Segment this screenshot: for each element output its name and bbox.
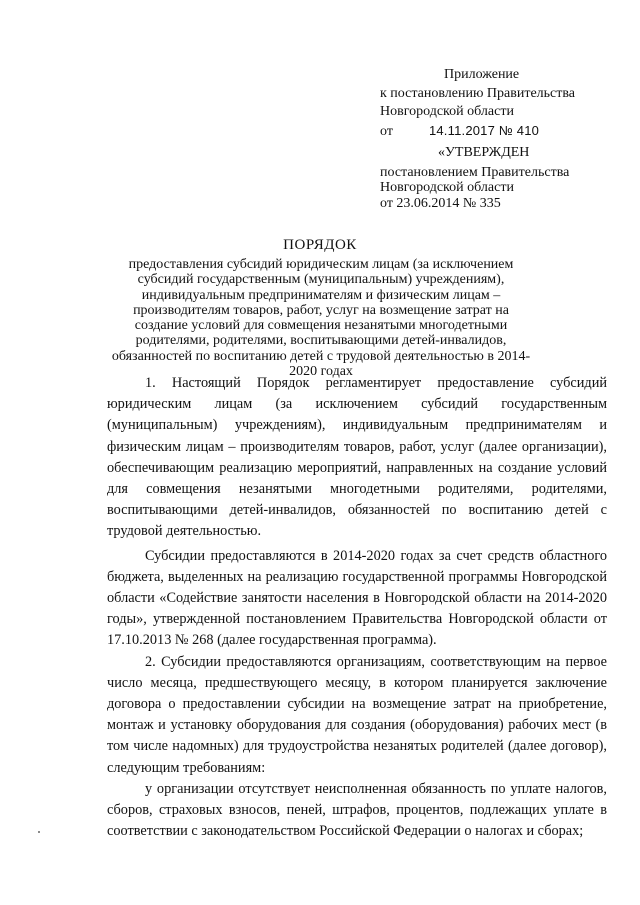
annex-block <box>380 66 575 141</box>
paragraph: Субсидии предоставляются в 2014-2020 годах за счет средств областного бюджета, выделенных на реализацию государственной программы Новгородской области «Содействие занятости населения в Новгородской области на 2014-2020 годы», утвержденной постановлением Правительства Новгородской области от 17.10.2013 № 268 (далее государственная программа). <box>107 547 607 649</box>
annex-date-number: 14.11.2017 № 410 <box>428 122 540 138</box>
paragraph: 1. Настоящий Порядок регламентирует предоставление субсидий юридическим лицам (за исключением субсидий государственным (муниципальным) учреждениям), индивидуальным предпринимателям и физическим лицам – производителям товаров, работ, услуг (далее организации), обеспечивающим реализацию мероприятий, направленных на создание условий для совмещения незанятыми многодетными родителями, родителями, воспитывающими детей-инвалидов, обязанностей по воспитанию детей с трудовой деятельностью. <box>107 375 607 540</box>
approved-line-2: Новгородской области <box>380 180 514 195</box>
approved-heading: «УТВЕРЖДЕН <box>438 145 530 160</box>
document-title: ПОРЯДОК <box>283 237 357 253</box>
annex-date-prefix: от <box>380 123 393 139</box>
paragraph: у организации отсутствует неисполненная обязанность по уплате налогов, сборов, страховых взносов, пеней, штрафов, процентов, подлежащих уплате в соответствии с законодательством Российской Федерации о налогах и сборах; <box>107 780 607 840</box>
annex-title: Приложение <box>444 67 520 82</box>
annex-region: Новгородской области <box>380 104 514 119</box>
approved-line-3: от 23.06.2014 № 335 <box>380 195 501 211</box>
annex-date-line <box>380 122 575 142</box>
scan-speck <box>38 831 40 833</box>
document-body <box>107 373 607 842</box>
paragraph: 2. Субсидии предоставляются организациям, соответствующим на первое число месяца, предшествующего месяцу, в котором планируется заключение договора о предоставлении субсидии на возмещение затрат на приобретение, монтаж и установку оборудования для создания (оборудования) рабочих мест (в том числе надомных) для трудоустройства незанятых родителей (далее договор), следующим требованиям: <box>107 653 607 776</box>
approved-block <box>380 145 569 211</box>
approved-line-1: постановлением Правительства <box>380 164 570 180</box>
annex-reference: к постановлению Правительства <box>380 85 576 101</box>
document-subtitle: предоставления субсидий юридическим лицам (за исключением субсидий государственным (муниципальным) учреждениям), индивидуальным предпринимателям и физическим лицам – производителям товаров, работ, услуг на возмещение затрат на создание условий для совмещения незанятыми многодетными родителями, родителями, воспитывающими детей-инвалидов, обязанностей по воспитанию детей с трудовой деятельностью в 2014-2020 годах <box>111 257 531 380</box>
